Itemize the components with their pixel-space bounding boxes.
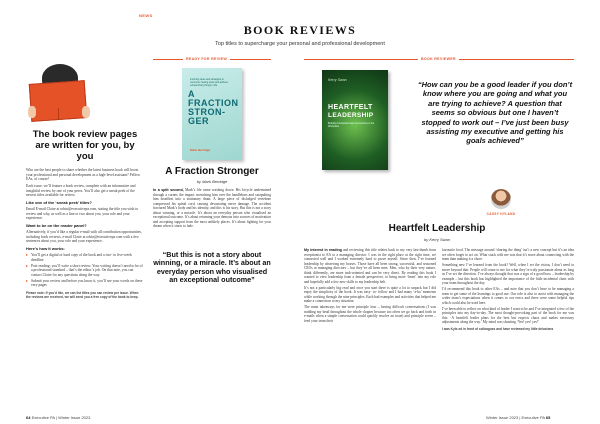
cover-title-line: GER [188, 116, 210, 126]
left-subheading-3: Here’s how it works: [26, 245, 65, 251]
review-column-1 [304, 248, 436, 325]
review-paragraph: The main takeaways for me were principle four – having difficult conversations (I was nodding my head throughout the whole chapter because too often we go back and forth in e-mails when a simple conversation could quickly resolve an issue) and principle seven – feed your team their [304, 305, 436, 323]
list-item: ▸ You’ll get a digital or hard copy of the book and a two- to five-week deadline [26, 253, 144, 262]
page-number-left: 64 [26, 415, 31, 420]
review-note: I was Kyle-ed in front of colleagues and have reviewed my little delusions [442, 326, 554, 331]
left-paragraph-2: Alternatively, if you’d like a regular e-mail with all contribution opportunities, including book reviews, e-mail Claire at robin@executivepa.com with a few sentences about you, your role and your experience. [26, 230, 142, 244]
review-paragraph: I’ve been able to reflect on what kind of leader I want to be and I’ve integrated a few of the principles into my day-to-day. The most thought-provoking part of the book for me was this: ‘A heartfelt leader plans for the best but expects chaos and makes necessary adjustments along the way.’ My mind was shouting ‘Yes! yes! yes!’ [442, 306, 574, 325]
cover-title-line: STRON- [188, 107, 226, 117]
middle-column [153, 62, 271, 285]
book-cover-a-fraction-stronger [182, 68, 242, 160]
footer-left-text: Executive PA | Winter Issue 2023 [31, 415, 91, 420]
list-item: ▸ Submit your review and before you know it, you’ll see your words on these very pages [26, 279, 144, 288]
section-tag: NEWS [139, 13, 153, 18]
left-subheading-2: Want to be on the reader panel? [26, 222, 87, 228]
review-book-title: Heartfelt Leadership [388, 223, 486, 234]
review-lead: My interest in reading [304, 248, 342, 252]
cover-author: Mark Berridge [190, 148, 211, 152]
cover-title-line: A [188, 89, 195, 99]
reviewer-avatar [491, 189, 511, 209]
review-paragraph: favourite food. The message around ‘sharing the thing’ isn’t a new concept but it’s an idea we often forget to act on. What stuck with me was that it’s more about connecting with the team than making it a chore. [442, 248, 574, 261]
review-text: and reviewing this title relates back to my very last-dumb from receptionist to EA to a managing director. I was in the right place at the right time, we connected well and I worked extremely hard to prove myself. Since then, I’ve learned leadership by observing my bosses. Those have all been strong, successful, and seasoned CEOs or managing directors – but they’ve all been men. Men, who by their very nature, think differently, are more task-oriented and can be very direct. By reading this book I wanted to view leadership from a female perspective, to bring more ‘heart’ into my role and hopefully add a few new skills to my leadership belt. [304, 248, 436, 284]
cover-author: Kerry Swan [328, 78, 347, 82]
page-subtitle: Top titles to supercharge your personal and professional development [215, 41, 385, 47]
reviewer-pull-quote: “How can you be a good leader if you don’t know where you are going and what you are trying to achieve? A question that seems so obvious but one I haven’t stopped to work out – I’ve just been busy assisting my executive and getting his goals achieved” [417, 80, 573, 146]
left-column [26, 62, 144, 299]
book-spine-shape [58, 108, 59, 120]
left-subheading-1: Like one of the ‘sneak peek’ titles? [26, 200, 92, 206]
cover-subtitle: Building Compassionate Connections in the Workplace [328, 122, 375, 128]
right-label: BOOK REVIEWER [418, 57, 459, 61]
cover-title [188, 90, 238, 126]
cover-title-line: HEARTFELT [328, 104, 373, 111]
middle-label: READY FOR REVIEW [183, 57, 230, 61]
how-it-works-list [26, 253, 144, 288]
page-title: BOOK REVIEWS [243, 23, 357, 37]
footer-right-text: Winter Issue 2023 | Executive PA [486, 415, 545, 420]
page-number-right: 65 [545, 415, 551, 420]
left-intro-1: Who are the best people to share whether the latest business book will boost your professional and personal development as a high-level assistant? Fellow EAs, of course! [26, 168, 140, 182]
left-intro-2: Each issue, we’ll feature a book review, complete with an informative and insightful review by one of your peers. You’ll also get a sneak peek of the newest titles available for review. [26, 184, 136, 198]
left-body [26, 168, 144, 299]
cover-title-line: LEADERSHIP [328, 112, 374, 119]
cover-tagline: Inspiring ideas and strategies to overcome feeling stuck and achieve extraordinary things in life [190, 78, 229, 87]
review-paragraph: It’s not a particularly big read and once you start there is quite a lot to unpack but I did enjoy the simplicity of the book. It was easy- to- follow and I had many ‘a-ha’ moments while working through the nine principles. Each had examples and activities that helped me make a connection to my situation. [304, 285, 436, 304]
footer-right [486, 415, 550, 420]
left-hand-shape [28, 106, 36, 118]
review-paragraph: Something new I’ve learned from the book? Well, when I set the vision, I don’t need to move beyond that. People will come to me for what they’re truly passionate about as long as I’ve set the direction. I’ve always thought that was a sign of a good boss – leadership by example – but this book has highlighted the importance of the little incidental chats with your team throughout the day. [442, 263, 574, 286]
reviewer-name: CASSY HYLAND [486, 212, 516, 216]
left-note: Please note: If you’d like, we can list titles you can review per issue. When the reviews are received, we will send you a free copy of the book to keep. [26, 291, 139, 300]
left-paragraph-1: Email E-mail Claire at robin@executivepa.com, stating the title you wish to review and why, as well as a line or two about you, your role and your experience. [26, 207, 139, 221]
book-author: by Mark Berridge [196, 179, 228, 184]
right-hand-shape [82, 106, 90, 118]
review-paragraph: I’d recommend this book to other EAs – and note that you don’t have to be managing a team to get some of the learnings to good use. Our role is also to assist with managing the wider team’s expectations when it comes to our execs and there were some helpful tips which could also be used here. [442, 287, 574, 305]
book-cover-heartfelt-leadership [322, 70, 388, 170]
summary-text: Mark’s life came crashing down. His bicycle undermined through a corner, the impact wrenching him over the handlebars and catapulting him headfirst into a stationary drain. A large piece of dislodged vertebrae compressed his spinal cord, causing devastating nerve damage. The accident fractured Mark’s body and his identity, and this is his story. But this is not a story about winning, or a miracle. It’s about an everyday person who visualised an exceptional outcome. It’s about returning your demons into sources of motivation and accepting support from the most unlikely places. It’s about fighting for your dream when it starts to fade. [153, 188, 271, 228]
left-heading: The book review pages are written for you, by you [32, 129, 138, 162]
review-book-author: by Kerry Swan [423, 237, 450, 242]
summary-lead: In a split second, [153, 188, 184, 192]
list-item: ▸ Post-reading: you’ll write a short review. Your writing doesn’t need to be of a professional standard – that’s the editor’s job. On that note, you can contact Claire for any questions along the way. [26, 264, 144, 278]
review-column-2 [442, 248, 574, 331]
book-title: A Fraction Stronger [165, 166, 259, 177]
review-paragraph [304, 248, 436, 284]
cover-title-line: FRACTION [188, 98, 239, 108]
reader-illustration [26, 62, 114, 127]
footer-left [26, 415, 90, 420]
pull-quote: “But this is not a story about winning, or a miracle. It’s about an everyday person who visualised an exceptional outcome” [153, 249, 271, 285]
book-summary [153, 188, 271, 229]
